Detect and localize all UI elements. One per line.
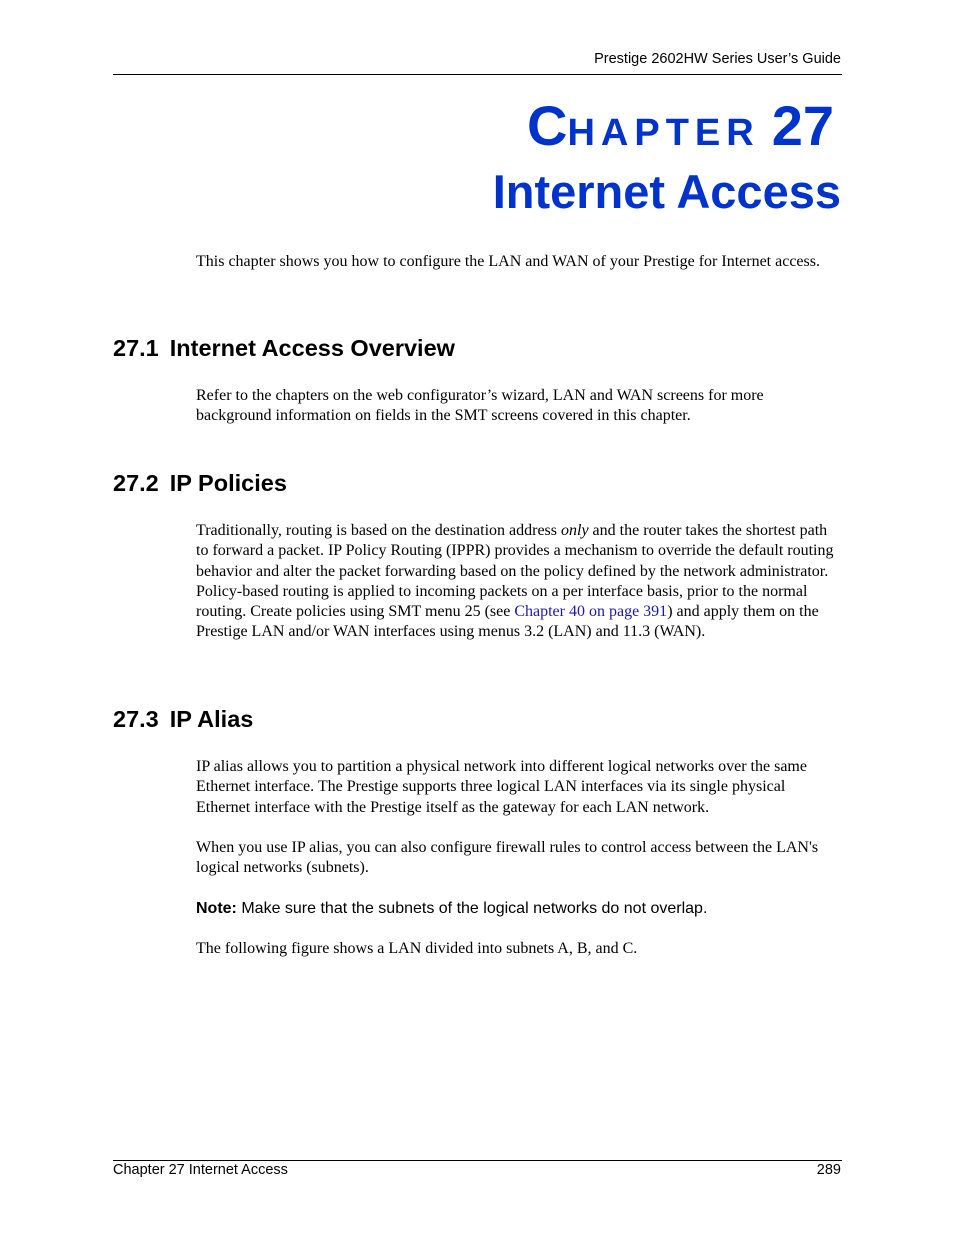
chapter-label-initial: C (527, 94, 568, 157)
body-text: and the router takes the shortest path to forward a packet. IP Policy Routing (IPPR) provides a mechanism to override the default routing behavior and alter the packet forwarding based on the policy defined by the network administrator. Policy-based routing is applied to incoming packets on a per interface basis, prior to the normal routing. Create policies using SMT menu 25 (see (196, 522, 834, 621)
section-number: 27.3 (113, 706, 159, 732)
section-heading-27-3 (113, 708, 253, 732)
note-text: Make sure that the subnets of the logical networks do not overlap. (236, 900, 708, 917)
section-27-2-body (196, 521, 842, 643)
header-rule (113, 74, 842, 75)
chapter-label-rest: HAPTER (567, 112, 760, 154)
chapter-label (527, 94, 834, 157)
chapter-40-link[interactable]: Chapter 40 on page 391 (514, 603, 668, 621)
running-header: Prestige 2602HW Series User’s Guide (594, 51, 841, 67)
chapter-title: Internet Access (492, 165, 841, 218)
section-heading-27-2 (113, 472, 287, 496)
section-title: Internet Access Overview (169, 335, 455, 361)
page-number: 289 (816, 1162, 841, 1178)
section-number: 27.1 (113, 335, 159, 361)
note-paragraph (196, 899, 842, 919)
section-27-3-body-3: The following figure shows a LAN divided into subnets A, B, and C. (196, 940, 638, 957)
intro-paragraph: This chapter shows you how to configure the LAN and WAN of your Prestige for Internet access. (196, 253, 820, 270)
section-title: IP Alias (169, 706, 254, 732)
footer-chapter-title: Chapter 27 Internet Access (113, 1162, 288, 1178)
note-label: Note: (196, 900, 237, 917)
footer-rule (113, 1160, 842, 1161)
body-text: ) and apply them on the Prestige LAN and/or WAN interfaces using menus 3.2 (LAN) and 11.3 (WAN). (196, 603, 819, 641)
section-27-3-body-1: IP alias allows you to partition a physical network into different logical networks over the same Ethernet interface. The Prestige supports three logical LAN interfaces via its single physical Ethernet interface with the Prestige itself as the gateway for each LAN network. (196, 758, 807, 816)
chapter-number: 27 (771, 94, 834, 157)
section-number: 27.2 (113, 470, 159, 496)
section-27-3-body-2: When you use IP alias, you can also configure firewall rules to control access between the LAN's logical networks (subnets). (196, 839, 819, 877)
emphasis-text: only (561, 522, 589, 539)
body-text: Traditionally, routing is based on the destination address (196, 522, 561, 539)
section-heading-27-1 (113, 337, 455, 361)
section-27-1-body: Refer to the chapters on the web configurator’s wizard, LAN and WAN screens for more background information on fields in the SMT screens covered in this chapter. (196, 387, 764, 425)
section-title: IP Policies (169, 470, 287, 496)
